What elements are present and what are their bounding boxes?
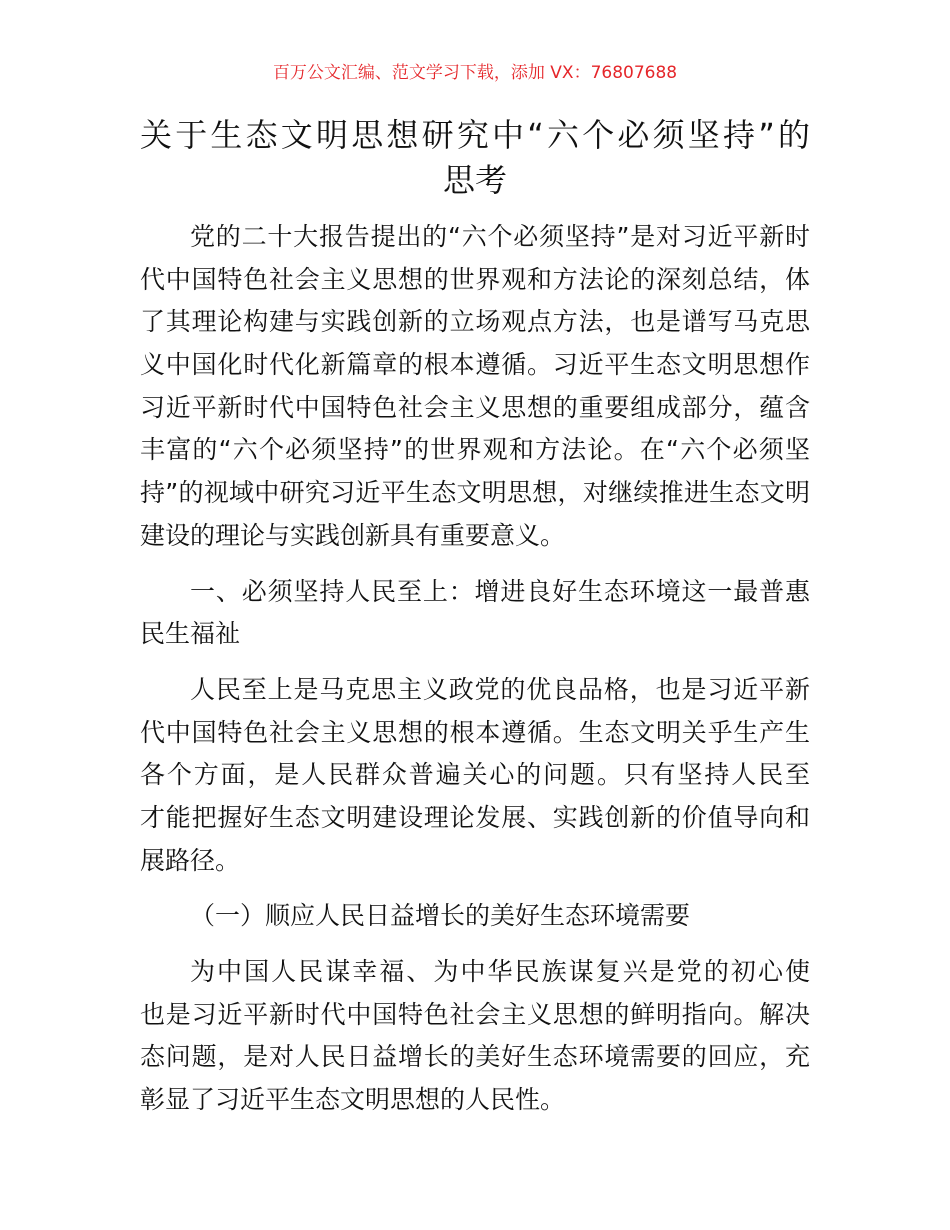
paragraph — [140, 216, 810, 558]
text-line: 持”的视域中研究习近平生态文明思想，对继续推进生态文明 — [140, 478, 810, 508]
text-line: 习近平新时代中国特色社会主义思想的重要组成部分，蕴含 — [140, 392, 810, 422]
text-line: 一、必须坚持人民至上：增进良好生态环境这一最普惠 — [190, 576, 810, 606]
text-line: 展路径。 — [140, 845, 241, 875]
header-watermark: 百万公文汇编、范文学习下载，添加 VX：76807688 — [272, 63, 678, 83]
text-line: 代中国特色社会主义思想的世界观和方法论的深刻总结，体 — [140, 264, 810, 294]
text-line: 党的二十大报告提出的“六个必须坚持”是对习近平新时 — [190, 222, 810, 251]
text-line: （一）顺应人民日益增长的美好生态环境需要 — [190, 901, 691, 931]
text-line: 民生福祉 — [140, 619, 241, 649]
text-line: 义中国化时代化新篇章的根本遵循。习近平生态文明思想作 — [140, 350, 810, 380]
text-line: 也是习近平新时代中国特色社会主义思想的鲜明指向。解决 — [140, 999, 810, 1029]
paragraph — [140, 571, 810, 656]
document-body — [140, 216, 810, 1122]
paragraph — [140, 669, 810, 882]
title-line-2: 思考 — [442, 161, 507, 199]
text-line: 丰富的“六个必须坚持”的世界观和方法论。在“六个必须坚 — [140, 435, 810, 465]
text-line: 彰显了习近平生态文明思想的人民性。 — [140, 1085, 566, 1115]
text-line: 了其理论构建与实践创新的立场观点方法，也是谱写马克思 — [140, 307, 810, 337]
text-line: 才能把握好生态文明建设理论发展、实践创新的价值导向和 — [140, 802, 810, 832]
paragraph — [140, 895, 810, 938]
document-title — [140, 113, 810, 203]
text-line: 为中国人民谋幸福、为中华民族谋复兴是党的初心使 — [190, 957, 810, 986]
text-line: 各个方面，是人民群众普遍关心的问题。只有坚持人民至 — [140, 760, 810, 790]
text-line: 建设的理论与实践创新具有重要意义。 — [140, 520, 566, 550]
text-line: 代中国特色社会主义思想的根本遵循。生态文明关乎生产生 — [140, 717, 810, 747]
title-line-1: 关于生态文明思想研究中“六个必须坚持”的 — [140, 116, 810, 154]
paragraph — [140, 951, 810, 1122]
text-line: 态问题，是对人民日益增长的美好生态环境需要的回应，充 — [140, 1042, 810, 1072]
text-line: 人民至上是马克思主义政党的优良品格，也是习近平新 — [190, 674, 810, 704]
